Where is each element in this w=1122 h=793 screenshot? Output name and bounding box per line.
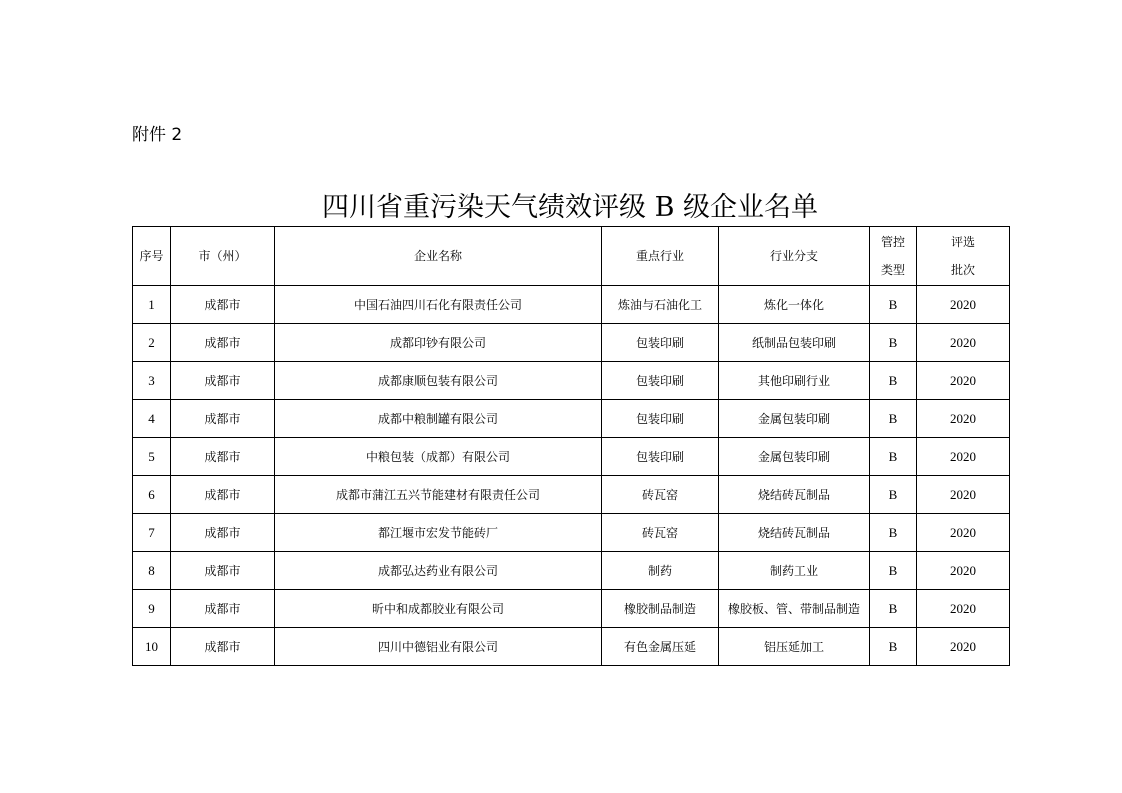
cell-city: 成都市 xyxy=(171,362,275,400)
cell-company: 中国石油四川石化有限责任公司 xyxy=(275,286,602,324)
cell-industry: 砖瓦窑 xyxy=(602,514,719,552)
header-control-line1: 管控 xyxy=(880,235,905,249)
cell-control-type: B xyxy=(870,628,917,666)
header-city: 市（州） xyxy=(171,227,275,286)
cell-city: 成都市 xyxy=(171,324,275,362)
cell-city: 成都市 xyxy=(171,438,275,476)
cell-company: 成都中粮制罐有限公司 xyxy=(275,400,602,438)
cell-index: 1 xyxy=(133,286,171,324)
cell-industry: 制药 xyxy=(602,552,719,590)
cell-batch: 2020 xyxy=(917,514,1010,552)
cell-company: 四川中德铝业有限公司 xyxy=(275,628,602,666)
table-row xyxy=(133,552,1010,590)
cell-branch: 其他印刷行业 xyxy=(719,362,870,400)
table-row xyxy=(133,628,1010,666)
cell-index: 10 xyxy=(133,628,171,666)
cell-index: 4 xyxy=(133,400,171,438)
cell-industry: 包装印刷 xyxy=(602,362,719,400)
cell-city: 成都市 xyxy=(171,286,275,324)
cell-batch: 2020 xyxy=(917,476,1010,514)
company-list-table xyxy=(132,226,1010,666)
cell-industry: 炼油与石油化工 xyxy=(602,286,719,324)
table-row xyxy=(133,400,1010,438)
cell-company: 中粮包装（成都）有限公司 xyxy=(275,438,602,476)
cell-index: 5 xyxy=(133,438,171,476)
cell-batch: 2020 xyxy=(917,286,1010,324)
document-title: 四川省重污染天气绩效评级 B 级企业名单 xyxy=(321,192,818,223)
header-company: 企业名称 xyxy=(275,227,602,286)
cell-industry: 砖瓦窑 xyxy=(602,476,719,514)
cell-branch: 金属包装印刷 xyxy=(719,438,870,476)
cell-batch: 2020 xyxy=(917,590,1010,628)
cell-industry: 橡胶制品制造 xyxy=(602,590,719,628)
cell-company: 成都康顺包装有限公司 xyxy=(275,362,602,400)
table-row xyxy=(133,438,1010,476)
cell-industry: 有色金属压延 xyxy=(602,628,719,666)
header-batch xyxy=(917,227,1010,286)
header-branch: 行业分支 xyxy=(719,227,870,286)
cell-control-type: B xyxy=(870,476,917,514)
header-index: 序号 xyxy=(133,227,171,286)
cell-branch: 纸制品包装印刷 xyxy=(719,324,870,362)
cell-branch: 制药工业 xyxy=(719,552,870,590)
cell-control-type: B xyxy=(870,324,917,362)
cell-control-type: B xyxy=(870,438,917,476)
cell-batch: 2020 xyxy=(917,628,1010,666)
cell-industry: 包装印刷 xyxy=(602,438,719,476)
table-row xyxy=(133,590,1010,628)
cell-batch: 2020 xyxy=(917,362,1010,400)
cell-city: 成都市 xyxy=(171,552,275,590)
cell-control-type: B xyxy=(870,514,917,552)
cell-branch: 铝压延加工 xyxy=(719,628,870,666)
attachment-label: 附件 2 xyxy=(132,125,183,145)
cell-index: 7 xyxy=(133,514,171,552)
header-control-line2: 类型 xyxy=(880,263,905,277)
cell-control-type: B xyxy=(870,552,917,590)
cell-branch: 烧结砖瓦制品 xyxy=(719,476,870,514)
header-industry: 重点行业 xyxy=(602,227,719,286)
cell-batch: 2020 xyxy=(917,324,1010,362)
cell-batch: 2020 xyxy=(917,552,1010,590)
table-row xyxy=(133,324,1010,362)
cell-city: 成都市 xyxy=(171,514,275,552)
cell-branch: 金属包装印刷 xyxy=(719,400,870,438)
cell-index: 6 xyxy=(133,476,171,514)
table-row xyxy=(133,362,1010,400)
cell-index: 9 xyxy=(133,590,171,628)
table-row xyxy=(133,476,1010,514)
cell-city: 成都市 xyxy=(171,590,275,628)
table-header-row xyxy=(133,227,1010,286)
cell-city: 成都市 xyxy=(171,400,275,438)
cell-branch: 橡胶板、管、带制品制造 xyxy=(719,590,870,628)
cell-company: 昕中和成都胶业有限公司 xyxy=(275,590,602,628)
cell-company: 都江堰市宏发节能砖厂 xyxy=(275,514,602,552)
cell-city: 成都市 xyxy=(171,476,275,514)
cell-company: 成都弘达药业有限公司 xyxy=(275,552,602,590)
cell-branch: 烧结砖瓦制品 xyxy=(719,514,870,552)
cell-batch: 2020 xyxy=(917,400,1010,438)
cell-control-type: B xyxy=(870,400,917,438)
header-batch-line2: 批次 xyxy=(950,263,975,277)
cell-industry: 包装印刷 xyxy=(602,400,719,438)
table-row xyxy=(133,286,1010,324)
cell-index: 8 xyxy=(133,552,171,590)
cell-index: 2 xyxy=(133,324,171,362)
cell-index: 3 xyxy=(133,362,171,400)
header-control-type xyxy=(870,227,917,286)
cell-company: 成都印钞有限公司 xyxy=(275,324,602,362)
cell-city: 成都市 xyxy=(171,628,275,666)
table-row xyxy=(133,514,1010,552)
cell-control-type: B xyxy=(870,286,917,324)
cell-control-type: B xyxy=(870,362,917,400)
header-batch-line1: 评选 xyxy=(950,235,975,249)
cell-company: 成都市蒲江五兴节能建材有限责任公司 xyxy=(275,476,602,514)
cell-batch: 2020 xyxy=(917,438,1010,476)
cell-branch: 炼化一体化 xyxy=(719,286,870,324)
cell-industry: 包装印刷 xyxy=(602,324,719,362)
cell-control-type: B xyxy=(870,590,917,628)
